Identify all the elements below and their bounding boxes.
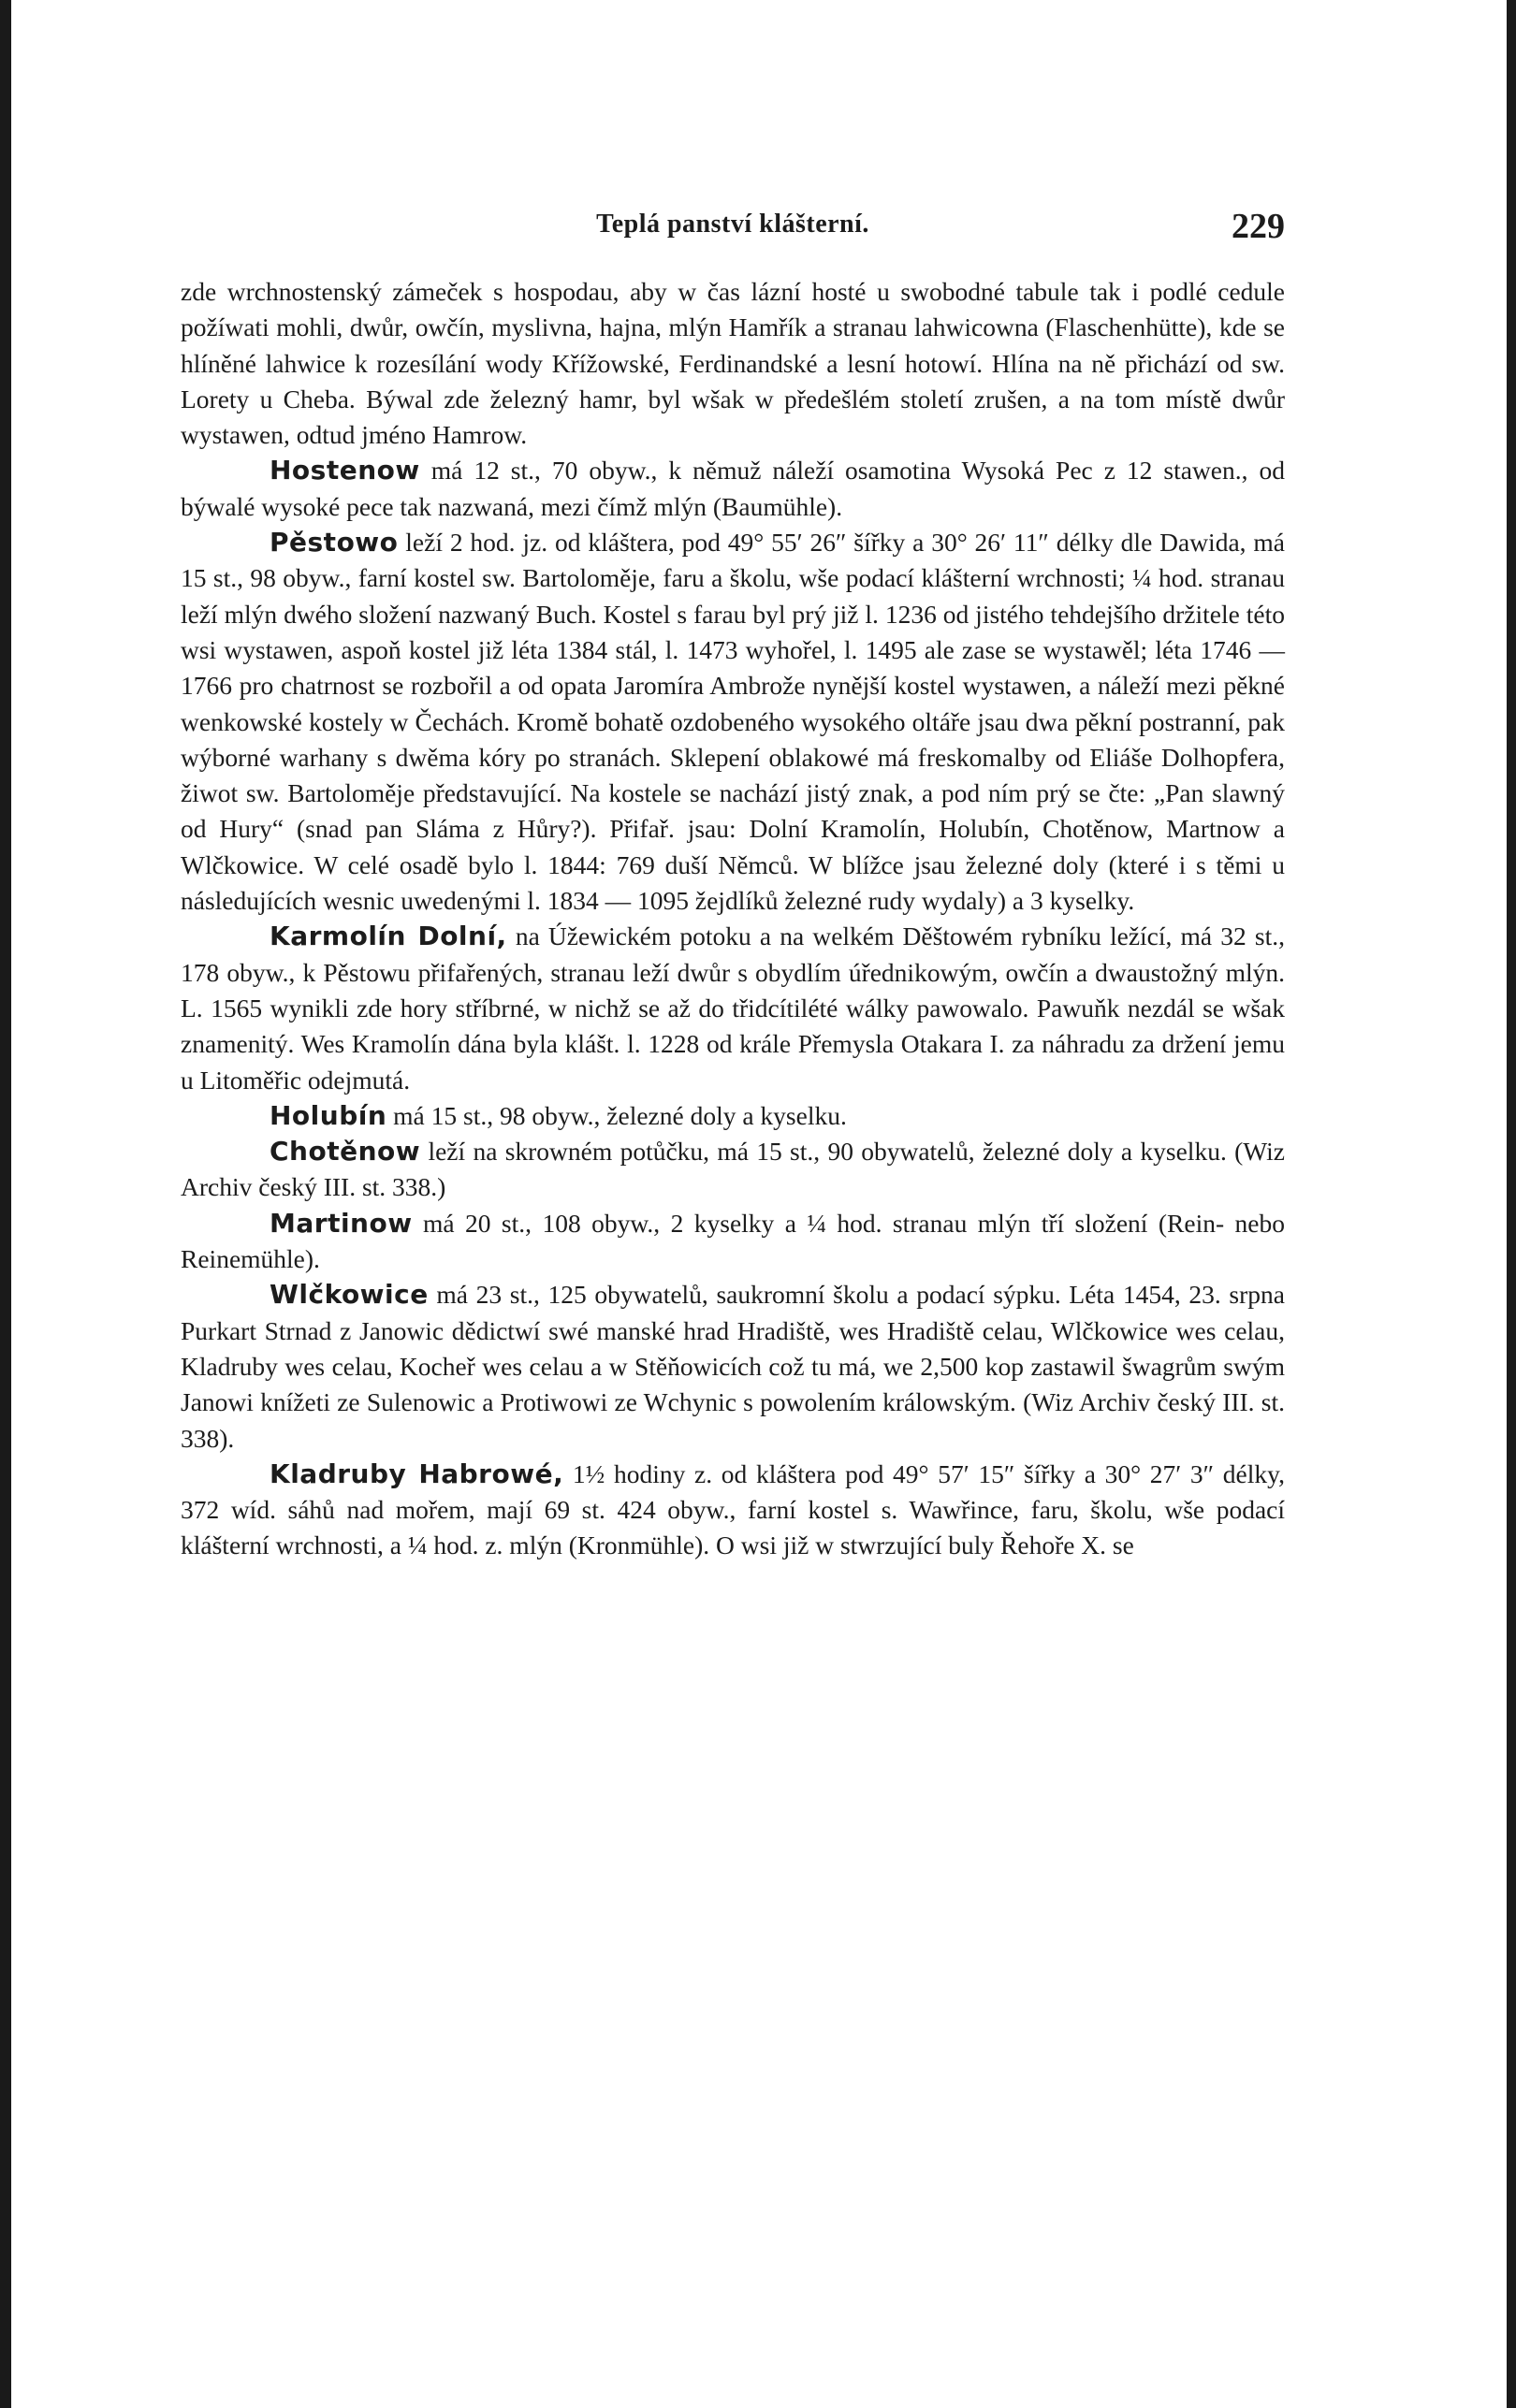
entry-text: 1½ hodiny z. od kláštera pod 49° 57′ 15″ šířky a 30° 27′ 3″ délky, 372 wíd. sáhů nad mořem, mají 69 st. 424 obyw., farní kostel s. Wawřince, faru, školu, wše podací klášterní wrchnosti, a ¼ hod. z. mlýn (Kronmühle). O wsi již w stwrzující buly Řehoře X. se [181,1458,1285,1560]
entry-headword: Wlčkowice [270,1279,429,1311]
page-number: 229 [1232,207,1285,246]
entry-holubin [181,1098,1285,1134]
entry-pestowo [181,525,1285,919]
paragraph-intro [181,274,1285,453]
entry-text: leží 2 hod. jz. od kláštera, pod 49° 55′ 26″ šířky a 30° 26′ 11″ délky dle Dawida, má 15 st., 98 obyw., farní kostel sw. Bartoloměje, faru a školu, wše podací klášterní wrchnosti; ¼ hod. stranau leží mlýn dwého složení nazwaný Buch. Kostel s farau byl prý již l. 1236 od jistého tehdejšího držitele této wsi wystawen, aspoň kostel již léta 1384 stál, l. 1473 wyhořel, l. 1495 ale zase se wystawěl; léta 1746 — 1766 pro chatrnost se rozbořil a od opata Jaromíra Ambrože nynější kostel wystawen, a náleží mezi pěkné wenkowské kostely w Čechách. Kromě bohatě ozdobeného wysokého oltáře jsau dwa pěkní postranní, pak wýborné warhany s dwěma kóry po stranách. Sklepení oblakowé má freskomalby od Eliáše Dolhopfera, žiwot sw. Bartoloměje představující. Na kostele se nachází jistý znak, a pod ním prý se čte: „Pan slawný od Hury“ (snad pan Sláma z Hůry?). Přifař. jsau: Dolní Kramolín, Holubín, Chotěnow, Martnow a Wlčkowice. W celé osadě bylo l. 1844: 769 duší Němců. W blížce jsau železné doly (které i s těmi u následujících wesnic uwedenými l. 1834 — 1095 žejdlíků železné rudy wydaly) a 3 kyselky. [181,528,1285,916]
page-header [181,206,1285,253]
entry-headword: Hostenow [270,455,420,486]
entry-text: leží na skrowném potůčku, má 15 st., 90 obywatelů, železné doly a kyselku. (Wiz Archiv český III. st. 338.) [181,1137,1285,1202]
paragraph-text: zde wrchnostenský zámeček s hospodau, aby w čas lázní hosté u swobodné tabule tak i podlé cedule požíwati mohli, dwůr, owčín, myslivna, hajna, mlýn Hamřík a stranau lahwicowna (Flaschenhütte), kde se hlíněné lahwice k rozesílání wody Křížowské, Ferdinandské a lesní hotowí. Hlína na ně přichází od sw. Lorety u Cheba. Býwal zde železný hamr, byl wšak w předešlém století zrušen, a na tom místě dwůr wystawen, odtud jméno Hamrow. [181,277,1285,450]
entry-headword: Karmolín Dolní, [270,921,507,952]
scan-edge-left [0,0,11,2408]
body-text [181,274,1285,1564]
entry-kladruby-habrowe [181,1457,1285,1564]
entry-text: má 15 st., 98 obyw., železné doly a kyselku. [386,1100,847,1130]
entry-headword: Holubín [270,1099,387,1131]
entry-hostenow [181,453,1285,525]
entry-headword: Kladruby Habrowé, [270,1458,564,1489]
entry-text: na Úžewickém potoku a na welkém Děštowém rybníku ležící, má 32 st., 178 obyw., k Pěstowu přifařených, stranau leží dwůr s obydlím úřednikowým, owčín a dwaustožný mlýn. L. 1565 wynikli zde hory stříbrné, w nichž se až do třidcítilété wálky pawowalo. Pawuňk nezdál se wšak znamenitý. Wes Kramolín dána byla klášt. l. 1228 od krále Přemysla Otakara I. za náhradu za držení jemu u Litoměřic odejmutá. [181,921,1285,1095]
entry-headword: Chotěnow [270,1136,421,1168]
entry-text: má 23 st., 125 obywatelů, saukromní školu a podací sýpku. Léta 1454, 23. srpna Purkart Strnad z Janowic dědictwí swé manské hrad Hradiště, wes Hradiště celau, Wlčkowice wes celau, Kladruby wes celau, Kocheř wes celau a w Stěňowicích což tu má, we 2,500 kop zastawil šwagrům swým Janowi knížeti ze Sulenowic a Protiwowi ze Wchynic s powolením králowským. (Wiz Archiv český III. st. 338). [181,1280,1285,1453]
scan-edge-right [1507,0,1516,2408]
running-title: Teplá panství klášterní. [596,210,869,239]
entry-text: má 12 st., 70 obyw., k němuž náleží osamotina Wysoká Pec z 12 stawen., od býwalé wysoké pece tak nazwaná, mezi čímž mlýn (Baumühle). [181,456,1285,521]
entry-text: má 20 st., 108 obyw., 2 kyselky a ¼ hod. stranau mlýn tří složení (Rein- nebo Reinemühle). [181,1208,1285,1274]
entry-headword: Martinow [270,1207,413,1239]
entry-martinow [181,1206,1285,1278]
entry-wlckowice [181,1277,1285,1456]
entry-headword: Pěstowo [270,527,399,558]
entry-chotenow [181,1134,1285,1206]
entry-karmolin-dolni [181,919,1285,1097]
